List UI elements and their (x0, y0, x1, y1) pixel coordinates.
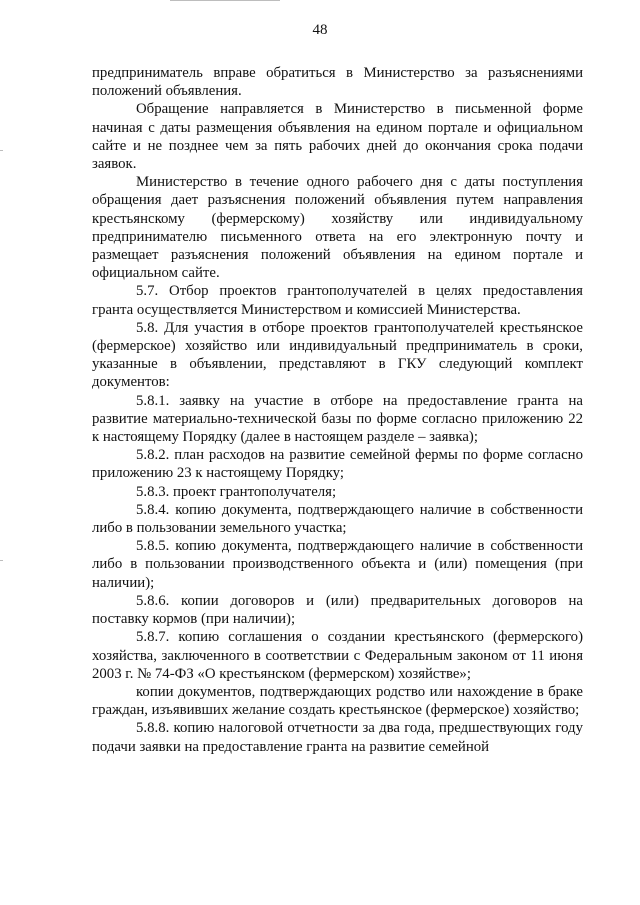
paragraph-clause-5-8-1: 5.8.1. заявку на участие в отборе на предоставление гранта на развитие материально-технической базы по форме согласно приложению 22 к настоящему Порядку (далее в настоящем разделе – заявка); (92, 392, 583, 446)
paragraph-clause-5-8: 5.8. Для участия в отборе проектов грантополучателей крестьянское (фермерское) хозяйство или индивидуальный предприниматель в сроки, указанные в объявлении, представляют в ГКУ следующий комплект документов: (92, 319, 583, 391)
paragraph: Министерство в течение одного рабочего дня с даты поступления обращения дает разъяснения положений объявления путем направления крестьянскому (фермерскому) хозяйству или индивидуальному предпринимателю письменного ответа на его электронную почту и размещает разъяснения положений объявления на едином портале и официальном сайте. (92, 174, 583, 282)
document-body (92, 64, 583, 756)
paragraph: копии документов, подтверждающих родство или нахождение в браке граждан, изъявивших желание создать крестьянское (фермерское) хозяйство; (92, 683, 583, 719)
scan-margin-mark (0, 150, 3, 151)
paragraph-clause-5-8-7: 5.8.7. копию соглашения о создании крестьянского (фермерского) хозяйства, заключенного в соответствии с Федеральным законом от 11 июня 2003 г. № 74-ФЗ «О крестьянском (фермерском) хозяйстве»; (92, 629, 583, 682)
paragraph: Обращение направляется в Министерство в письменной форме начиная с даты размещения объявления на едином портале и официальном сайте и не позднее чем за пять рабочих дней до окончания срока подачи заявок. (92, 101, 583, 173)
paragraph-clause-5-8-5: 5.8.5. копию документа, подтверждающего наличие в собственности либо в пользовании производственного объекта и (или) помещения (при наличии); (92, 538, 583, 591)
paragraph-clause-5-7: 5.7. Отбор проектов грантополучателей в целях предоставления гранта осуществляется Министерством и комиссией Министерства. (92, 283, 583, 318)
paragraph-clause-5-8-6: 5.8.6. копии договоров и (или) предварительных договоров на поставку кормов (при наличии); (92, 592, 583, 628)
paragraph-clause-5-8-2: 5.8.2. план расходов на развитие семейной фермы по форме согласно приложению 23 к настоящему Порядку; (92, 447, 583, 482)
page-number: 48 (312, 22, 328, 38)
paragraph: предприниматель вправе обратиться в Министерство за разъяснениями положений объявления. (92, 65, 583, 100)
scan-edge-line (170, 0, 280, 1)
paragraph-clause-5-8-4: 5.8.4. копию документа, подтверждающего наличие в собственности либо в пользовании земельного участка; (92, 501, 583, 537)
scan-margin-mark (0, 560, 3, 561)
paragraph-clause-5-8-8: 5.8.8. копию налоговой отчетности за два года, предшествующих году подачи заявки на предоставление гранта на развитие семейной (92, 720, 583, 755)
paragraph-clause-5-8-3: 5.8.3. проект грантополучателя; (136, 483, 337, 500)
